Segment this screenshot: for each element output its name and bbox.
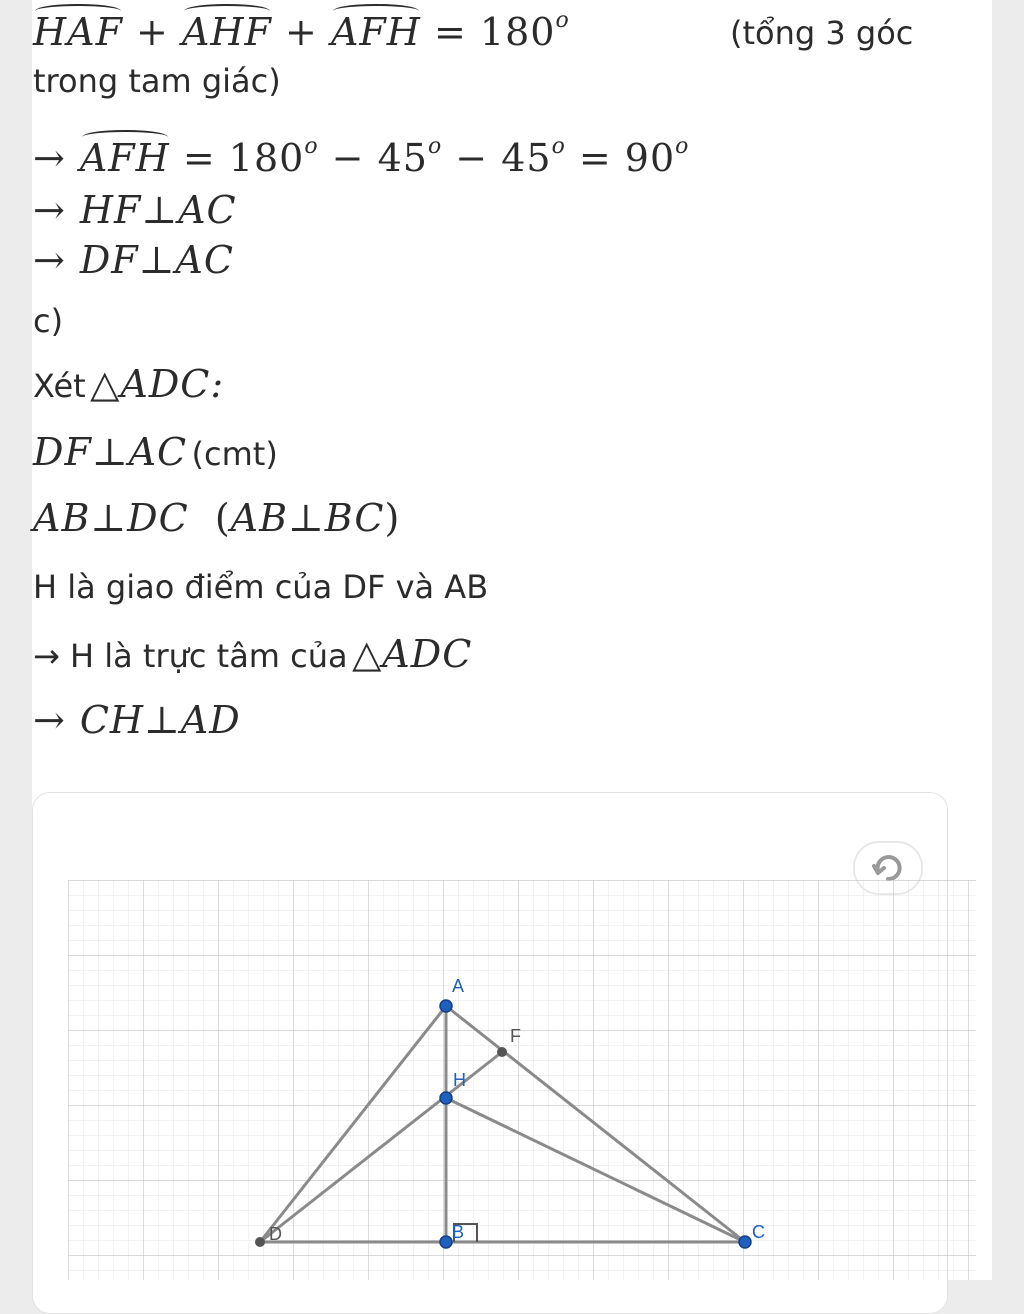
- h-orthocenter: [33, 632, 472, 676]
- df-perp-ac-math: DF⊥AC: [33, 430, 188, 474]
- ch-perp-ad: → CH⊥AD: [33, 698, 241, 742]
- point-c[interactable]: [739, 1236, 751, 1248]
- df-perp-ac-cmt: [33, 430, 278, 474]
- label-a: A: [452, 976, 465, 996]
- label-h: H: [453, 1070, 466, 1090]
- grid: [68, 880, 976, 1280]
- label-d: D: [269, 1224, 282, 1244]
- angle-sum-note-cont: trong tam giác): [33, 62, 281, 100]
- point-h[interactable]: [440, 1092, 452, 1104]
- part-c-label: c): [33, 302, 64, 340]
- angle-sum-note: (tổng 3 góc: [730, 14, 914, 52]
- point-f[interactable]: [497, 1047, 507, 1057]
- angle-sum-equation: HAF + AHF + AFH = $180^o$: [33, 8, 570, 54]
- consider-text: Xét: [33, 367, 86, 405]
- h-orthocenter-text: → H là trực tâm của: [33, 637, 348, 675]
- point-b[interactable]: [440, 1236, 452, 1248]
- ab-perp-dc: AB⊥DC (AB⊥BC): [33, 496, 401, 540]
- angle-ahf: AHF: [181, 10, 272, 54]
- point-a[interactable]: [440, 1000, 452, 1012]
- angle-haf: HAF: [33, 10, 123, 54]
- geometry-canvas[interactable]: [68, 880, 976, 1280]
- label-b: B: [452, 1222, 465, 1242]
- point-d[interactable]: [255, 1237, 265, 1247]
- h-orthocenter-triangle: △ADC: [352, 632, 473, 676]
- h-intersection: H là giao điểm của DF và AB: [33, 568, 489, 606]
- df-perp-ac: → DF⊥AC: [33, 238, 234, 282]
- triangle-adc: △ADC:: [90, 362, 225, 406]
- label-c: C: [752, 1222, 765, 1242]
- consider-triangle: [33, 362, 224, 406]
- hf-perp-ac: → HF⊥AC: [33, 188, 237, 232]
- cmt-note: (cmt): [191, 435, 278, 473]
- angle-afh-result: → AFH = $180^o - 45^o - 45^o = 90^o$: [33, 134, 690, 180]
- angle-afh-2: AFH: [79, 136, 170, 180]
- angle-afh: AFH: [330, 10, 421, 54]
- label-f: F: [510, 1026, 521, 1046]
